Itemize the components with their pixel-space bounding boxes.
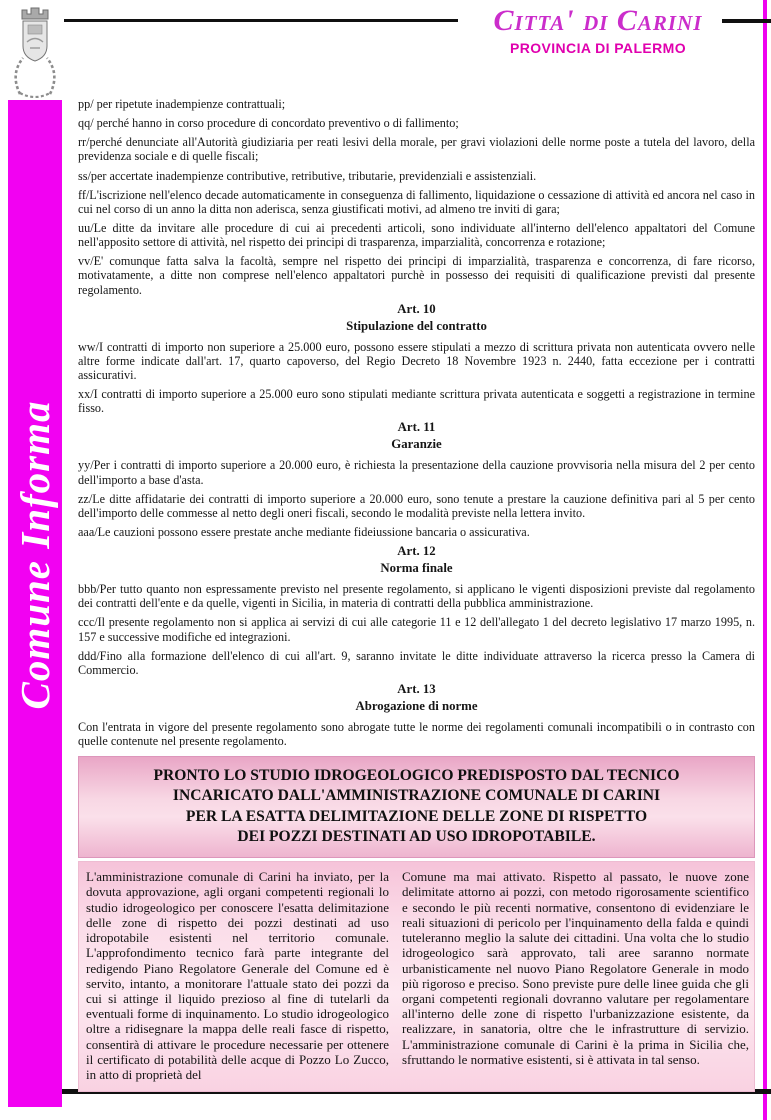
regulation-paragraph: pp/ per ripetute inadempienze contrattuali; — [78, 97, 286, 111]
news-headline — [78, 756, 755, 858]
regulation-paragraph: uu/Le ditte da invitare alle procedure di cui ai precedenti articoli, sono individuate all'interno dell'elenco appaltatori del Comune nell'apposito settore di attività, nel rispetto dei principi di trasparenza, imparzialità, concorrenza e rotazione; — [78, 220, 755, 250]
article-number: Art. 12 — [397, 544, 436, 559]
coat-of-arms-icon — [8, 4, 62, 98]
regulation-paragraph: aaa/Le cauzioni possono essere prestate anche mediante fideiussione bancaria o assicurativa. — [78, 524, 530, 539]
article-title: Stipulazione del contratto — [346, 318, 487, 333]
page-subtitle: PROVINCIA DI PALERMO — [509, 40, 686, 56]
regulation-paragraph: rr/perché denunciate all'Autorità giudiziaria per reati lesivi della morale, per gravi violazioni delle norme poste a tutela del lavoro, della previdenza sociale e di quelle fiscali; — [78, 135, 755, 164]
right-accent-line — [763, 0, 767, 1120]
document-body — [78, 97, 755, 1092]
regulation-paragraph: qq/ perché hanno in corso procedure di concordato preventivo o di fallimento; — [78, 116, 459, 131]
news-column-left: L'amministrazione comunale di Carini ha inviato, per la dovuta approvazione, agli organi competenti regionali lo studio idrogeologico per conoscere l'esatta delimitazione delle zone di rispetto dei pozzi destinati ad uso idropotabile esistenti nel territorio comunale. L'approfondimento tecnico farà parte integrante del redigendo Piano Regolatore Generale del Comune ed è servito, intanto, a monitorare l'attuale stato dei pozzi da cui si attinge il liquido prezioso al fine di tutelarli da eventuali forme di inquinamento. Lo studio idrogeologico oltre a ridisegnare la mappa delle reali fasce di rispetto, consentirà di attivare le procedure necessarie per ottenere il certificato di potabilità delle acque di Pozzo Lo Zucco, in atto di proprietà del — [86, 869, 389, 1082]
article-number: Art. 13 — [397, 681, 436, 696]
top-rule — [64, 19, 458, 22]
regulation-paragraph: zz/Le ditte affidatarie dei contratti di importo superiore a 20.000 euro, sono tenute a prestare la cauzione definitiva pari al 5 per cento dell'importo delle commesse al netto degli oneri fiscali, secondo le modalità previste nella lettera invito. — [78, 491, 755, 520]
article-title: Norma finale — [380, 561, 453, 576]
regulation-paragraph: ff/L'iscrizione nell'elenco decade automaticamente in conseguenza di fallimento, liquidazione o cessazione di attività ed ancora nel caso in cui nel corso di un anno la ditta non aderisca, senza giustificati motivi, ad almeno tre inviti di gara; — [78, 187, 755, 216]
news-headline-line: PRONTO LO STUDIO IDROGEOLOGICO PREDISPOSTO DAL TECNICO — [153, 767, 680, 785]
news-section — [78, 756, 755, 1092]
regulation-paragraph: Con l'entrata in vigore del presente regolamento sono abrogate tutte le norme dei regolamenti comunali incompatibili o in contrasto con quelle contenute nel presente regolamento. — [78, 719, 755, 749]
sidebar-banner-label: Comune Informa — [12, 400, 58, 710]
regulation-paragraph: ddd/Fino alla formazione dell'elenco di cui all'art. 9, saranno invitate le ditte individuate attraverso la ricerca presso la Camera di Commercio. — [78, 648, 755, 677]
page-title: Citta' di Carini — [493, 4, 703, 37]
regulation-paragraph: xx/I contratti di importo superiore a 25.000 euro sono stipulati mediante scrittura privata autenticata e soggetti a registrazione in termine fisso. — [78, 387, 755, 416]
article-number: Art. 11 — [397, 420, 436, 435]
regulation-paragraph: vv/E' comunque fatta salva la facoltà, sempre nel rispetto dei principi di imparzialità, trasparenza e concorrenza, di fare ricorso, motivatamente, a ditte non comprese nell'elenco appaltatori purchè in possesso dei requisiti di qualificazione previsti dal presente regolamento. — [78, 254, 755, 297]
news-headline-line: PER LA ESATTA DELIMITAZIONE DELLE ZONE DI RISPETTO — [185, 807, 648, 825]
news-article — [78, 861, 755, 1092]
news-headline-line: DEI POZZI DESTINATI AD USO IDROPOTABILE. — [237, 828, 596, 846]
article-number: Art. 10 — [397, 301, 436, 316]
regulation-paragraph: ccc/Il presente regolamento non si applica ai servizi di cui alle categorie 11 e 12 dell'allegato 1 del decreto legislativo 17 marzo 1995, n. 157 e successive modifiche ed integrazioni. — [78, 615, 755, 644]
regulation-paragraph: ww/I contratti di importo non superiore a 25.000 euro, possono essere stipulati a mezzo di scrittura privata non autenticata ovvero nelle altre forme indicate dall'art. 17, quarto capoverso, del Regio Decreto 18 Novembre 1923 n. 2440, fatta eccezione per i contratti assicurativi. — [78, 339, 755, 382]
news-column-right: Comune ma mai attivato. Rispetto al passato, le nuove zone delimitate attorno ai pozzi, con metodo rigorosamente scientifico e secondo le più recenti normative, consentono di evidenziare le reali situazioni di pericolo per l'inquinamento della falda e quindi tuteleranno meglio la salute dei cittadini. Una volta che lo studio idrogeologico sarà approvato, tali aree saranno normate urbanisticamente nel nuovo Piano Regolatore Generale in modo più rigoroso e preciso. Sono previste pure delle linee guida che gli organi competenti regionali dovranno valutare per regolamentare all'interno delle zone di rispetto l'urbanizzazione esistente, da realizzare, in sanatoria, oltre che le infrastrutture di servizio. L'amministrazione comunale di Carini è la prima in Sicilia che, sfruttando le normative esistenti, si è attivata in tal senso. — [402, 869, 749, 1067]
city-crest — [8, 4, 62, 98]
article-title: Abrogazione di norme — [355, 698, 478, 713]
news-headline-line: INCARICATO DALL'AMMINISTRAZIONE COMUNALE DI CARINI — [172, 787, 661, 805]
regulation-paragraph: ss/per accertate inadempienze contributive, retributive, tributarie, previdenziali e assistenziali. — [78, 168, 537, 183]
regulation-paragraph: yy/Per i contratti di importo superiore a 20.000 euro, è richiesta la presentazione della cauzione provvisoria nella misura del 2 per cento dell'importo a base d'asta. — [78, 458, 755, 487]
regulation-paragraph: bbb/Per tutto quanto non espressamente previsto nel presente regolamento, si applicano le vigenti disposizioni previste dal regolamento dei contratti dell'ente e da quelle, vigenti in Sicilia, in materia di contratti della pubblica amministrazione. — [78, 582, 755, 611]
article-title: Garanzie — [391, 437, 442, 452]
